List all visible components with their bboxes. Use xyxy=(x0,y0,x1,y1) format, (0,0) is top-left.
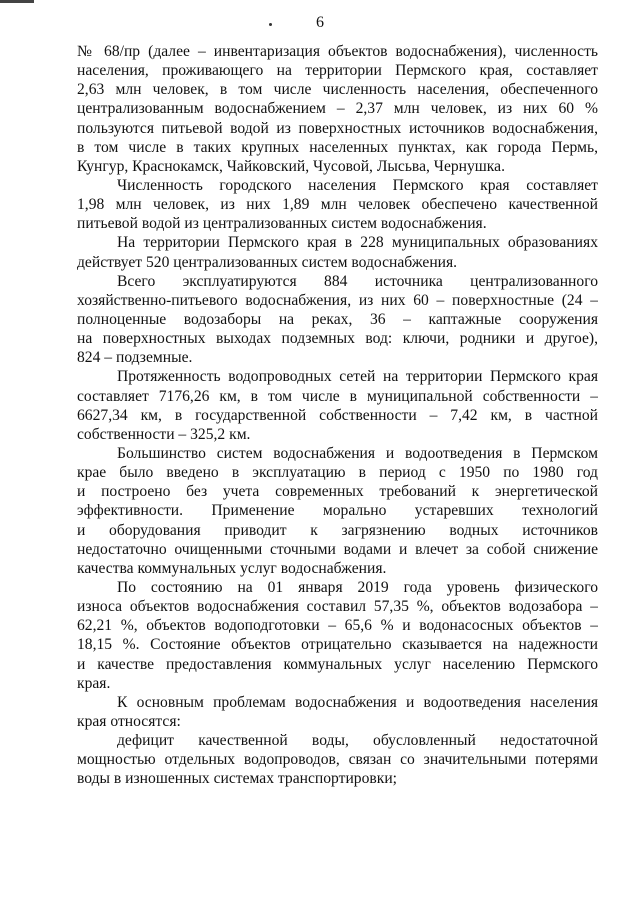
text-line: эффективности. Применение морально устаревших технологий xyxy=(77,502,598,520)
text-line: Всего эксплуатируются 884 источника централизованного xyxy=(117,272,598,290)
text-line: На территории Пермского края в 228 муниципальных образованиях xyxy=(117,234,598,252)
text-line: качества коммунальных услуг водоснабжения. xyxy=(77,559,387,577)
text-line: пользуются питьевой водой из поверхностных источников водоснабжения, xyxy=(77,119,598,137)
text-line: 62,21 %, объектов водоподготовки – 65,6 % и водонасосных объектов – xyxy=(77,617,598,635)
scan-edge-mark xyxy=(0,0,34,3)
text-line: составляет 7176,26 км, в том числе в муниципальной собственности – xyxy=(77,387,598,405)
text-line: края. xyxy=(77,674,111,692)
text-line: собственности – 325,2 км. xyxy=(77,425,251,443)
text-line: № 68/пр (далее – инвентаризация объектов водоснабжения), численность xyxy=(77,43,598,60)
document-body xyxy=(77,42,598,788)
text-line: Протяженность водопроводных сетей на территории Пермского края xyxy=(117,368,598,386)
text-line: 6627,34 км, в государственной собственности – 7,42 км, в частной xyxy=(77,406,598,424)
text-line: в том числе в таких крупных населенных пунктах, как города Пермь, xyxy=(77,138,598,156)
text-line: полноценные водозаборы на реках, 36 – каптажные сооружения xyxy=(77,310,598,328)
text-line: и качестве предоставления коммунальных услуг населению Пермского xyxy=(77,655,598,673)
text-line: крае было введено в эксплуатацию в период с 1950 по 1980 год xyxy=(77,464,598,482)
text-line: и построено без учета современных требований к энергетической xyxy=(77,483,598,501)
text-line: По состоянию на 01 января 2019 года уровень физического xyxy=(117,578,598,596)
text-line: Численность городского населения Пермского края составляет xyxy=(117,176,598,194)
text-line: питьевой водой из централизованных систем водоснабжения. xyxy=(77,215,487,233)
text-line: мощностью отдельных водопроводов, связан со значительными потерями xyxy=(77,751,598,769)
text-line: централизованным водоснабжением – 2,37 млн человек, из них 60 % xyxy=(77,100,598,118)
text-line: населения, проживающего на территории Пермского края, составляет xyxy=(77,62,598,80)
text-line: К основным проблемам водоснабжения и водоотведения населения xyxy=(117,693,598,711)
text-line: Большинство систем водоснабжения и водоотведения в Пермском xyxy=(117,444,598,462)
text-line: воды в изношенных системах транспортировки; xyxy=(77,770,398,788)
text-line: 1,98 млн человек, из них 1,89 млн человек обеспечено качественной xyxy=(77,196,598,214)
text-line: 824 – подземные. xyxy=(77,349,193,367)
text-line: действует 520 централизованных систем водоснабжения. xyxy=(77,253,458,271)
text-line: на поверхностных выходах подземных вод: ключи, родники и другое), xyxy=(77,330,598,348)
text-line: дефицит качественной воды, обусловленный недостаточной xyxy=(117,732,598,750)
text-line: 2,63 млн человек, в том числе численность населения, обеспеченного xyxy=(77,81,598,99)
text-line: износа объектов водоснабжения составил 57,35 %, объектов водозабора – xyxy=(77,598,598,616)
text-line: хозяйственно-питьевого водоснабжения, из них 60 – поверхностные (24 – xyxy=(77,291,598,309)
page-number: 6 xyxy=(316,14,324,31)
text-line: края относятся: xyxy=(77,712,181,730)
text-line: недостаточно очищенными сточными водами и влечет за собой снижение xyxy=(77,540,598,558)
text-line: и оборудования приводит к загрязнению водных источников xyxy=(77,521,598,539)
text-line: Кунгур, Краснокамск, Чайковский, Чусовой, Лысьва, Чернушка. xyxy=(77,157,505,175)
text-line: 18,15 %. Состояние объектов отрицательно сказывается на надежности xyxy=(77,636,598,654)
